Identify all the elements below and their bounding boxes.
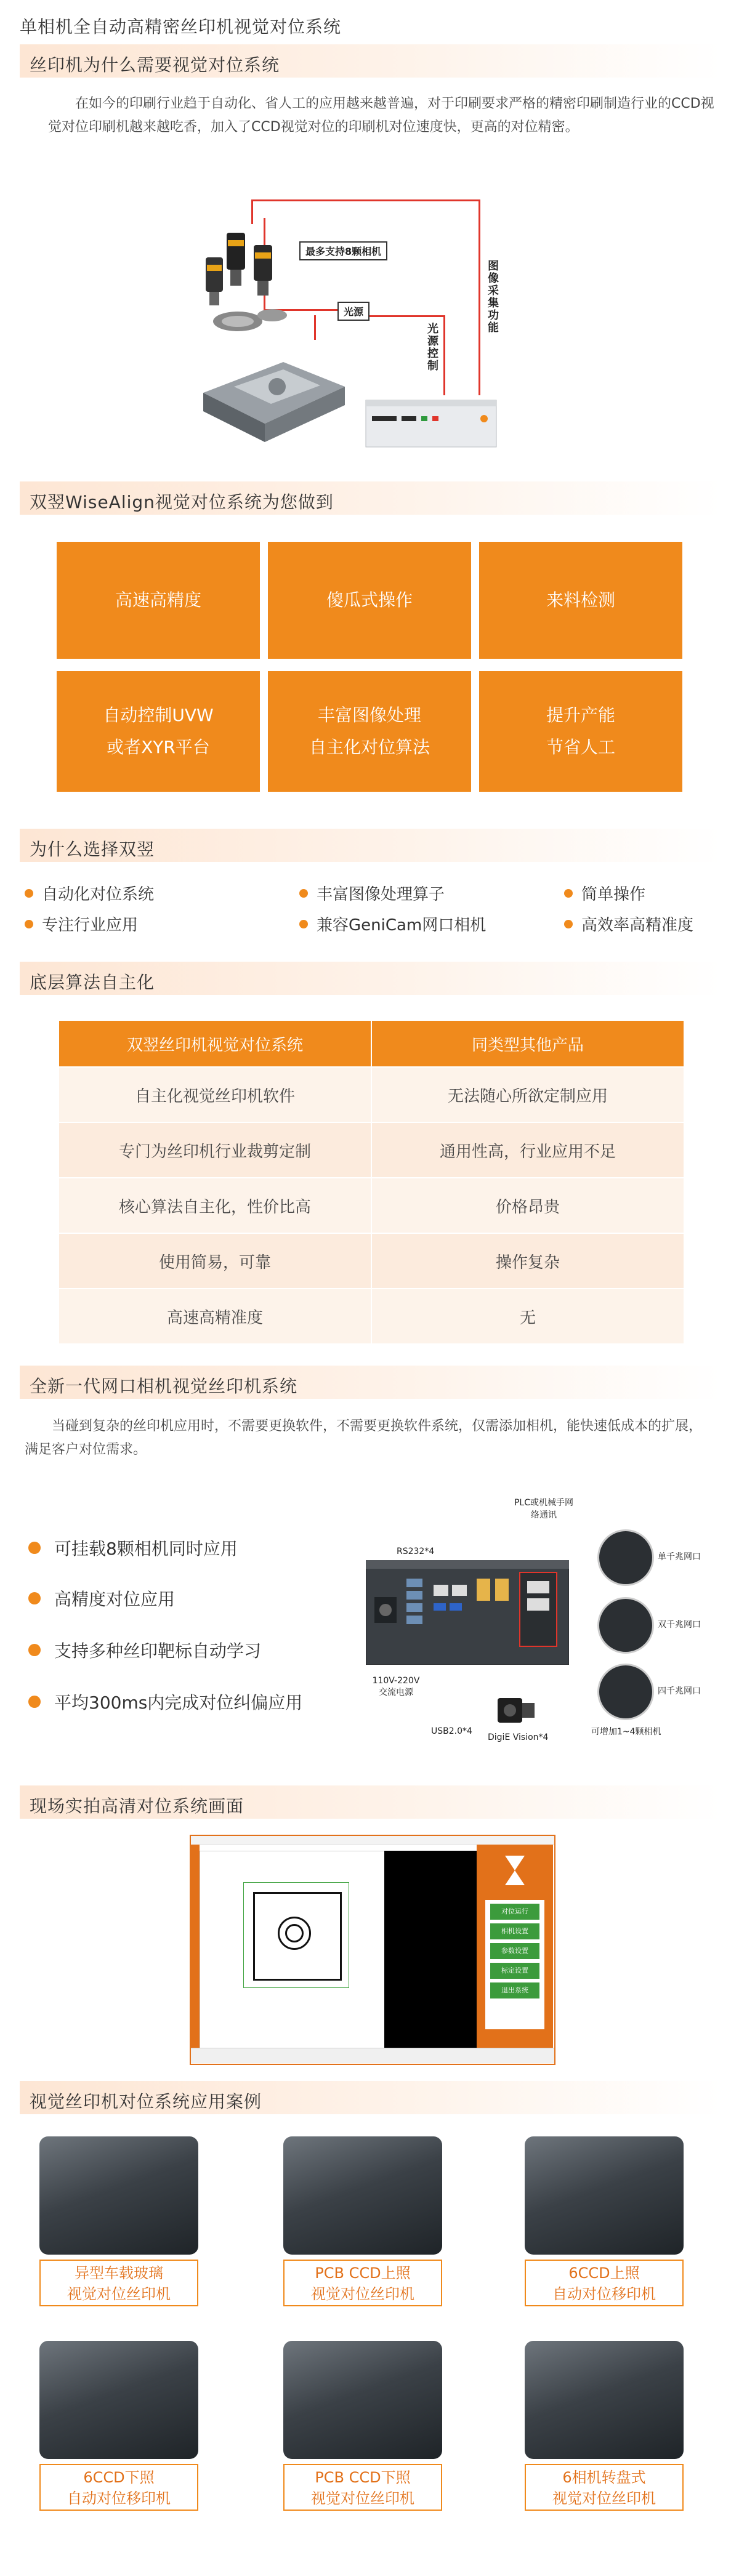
case-caption-line2: 自动对位移印机	[67, 2490, 171, 2507]
section-heading-text: 全新一代网口相机视觉丝印机系统	[30, 1376, 298, 1396]
case-caption-line1: 异型车载玻璃	[75, 2264, 163, 2282]
section-heading-algorithm	[20, 962, 722, 995]
case-caption-line2: 自动对位移印机	[552, 2285, 656, 2303]
intro-paragraph: 在如今的印刷行业趋于自动化、省人工的应用越来越普遍，对于印刷要求严格的精密印刷制造行业的CCD视觉对位印刷机越来越吃香，加入了CCD视觉对位的印刷机对位速度快，更高的对位精密。	[48, 96, 714, 135]
case-caption-line1: PCB CCD下照	[315, 2469, 411, 2486]
table-cell: 无法随心所欲定制应用	[371, 1067, 684, 1122]
label-image-capture: 图像采集功能	[486, 260, 499, 334]
vision-controller-icon	[363, 395, 499, 449]
reason-text: 简单操作	[581, 885, 646, 904]
feature-tile-line1: 丰富图像处理	[317, 705, 421, 725]
run-alignment-button[interactable]: 对位运行	[490, 1904, 539, 1920]
bullet-dot-icon	[299, 889, 308, 898]
table-cell: 价格昂贵	[371, 1178, 684, 1233]
case-caption-line2: 视觉对位丝印机	[311, 2490, 414, 2507]
feature-tile-line2: 节省人工	[546, 737, 615, 757]
section-heading-text: 为什么选择双翌	[30, 839, 155, 859]
feature-tile	[479, 542, 682, 659]
software-right-panel	[477, 1845, 553, 2048]
reason-item	[25, 882, 154, 904]
reason-item	[564, 912, 693, 935]
feature-tile	[479, 671, 682, 792]
software-statusbar	[191, 2048, 554, 2063]
table-header: 双翌丝印机视觉对位系统	[59, 1021, 371, 1067]
ethernet-port-1-icon	[597, 1529, 654, 1586]
section-heading-live-capture	[20, 1785, 722, 1819]
table-cell: 通用性高，行业应用不足	[371, 1122, 684, 1178]
table-cell: 无	[371, 1289, 684, 1343]
label-single-port: 单千兆网口	[658, 1552, 701, 1562]
section-heading-text: 视觉丝印机对位系统应用案例	[30, 2091, 262, 2112]
label-dual-port: 双千兆网口	[658, 1620, 701, 1630]
feature-tile-line2: 或者XYR平台	[107, 737, 210, 757]
feature-tile-line1: 傻瓜式操作	[326, 590, 413, 610]
reason-text: 自动化对位系统	[42, 885, 155, 904]
case-photo	[39, 2341, 198, 2459]
feature-tile	[268, 542, 471, 659]
section-heading-why-vision	[20, 44, 722, 78]
page-title: 单相机全自动高精密丝印机视觉对位系统	[20, 17, 342, 37]
table-row	[59, 1122, 684, 1178]
capability-text: 支持多种丝印靶标自动学习	[54, 1641, 262, 1661]
reason-text: 高效率高精准度	[581, 916, 694, 935]
bullet-dot-icon	[25, 889, 33, 898]
case-caption-line2: 视觉对位丝印机	[67, 2285, 171, 2303]
network-camera-paragraph: 当碰到复杂的丝印机应用时，不需要更换软件，不需要更换软件系统，仅需添加相机，能快速低成本的扩展，满足客户对位需求。	[25, 1419, 703, 1457]
reason-text: 兼容GeniCam网口相机	[317, 916, 487, 935]
hardware-diagram	[357, 1496, 733, 1755]
label-plc: PLC或机械手网络通讯	[514, 1498, 574, 1520]
case-caption-line1: 6相机转盘式	[562, 2469, 646, 2486]
system-diagram	[179, 192, 499, 451]
feature-tile-line1: 来料检测	[546, 590, 615, 610]
software-screenshot	[190, 1835, 555, 2065]
ethernet-port-4-icon	[597, 1664, 654, 1720]
case-photo	[283, 2341, 442, 2459]
label-light-source: 光源	[337, 302, 370, 321]
section-heading-text: 双翌WiseAlign视觉对位系统为您做到	[30, 492, 334, 512]
parameter-settings-button[interactable]: 参数设置	[490, 1943, 539, 1959]
case-caption	[283, 2464, 442, 2511]
label-add-cameras: 可增加1~4颗相机	[591, 1727, 661, 1737]
section-heading-text: 底层算法自主化	[30, 972, 155, 992]
reason-text: 丰富图像处理算子	[317, 885, 445, 904]
feature-tile-line1: 自动控制UVW	[103, 705, 214, 725]
comparison-table	[59, 1021, 685, 1343]
feature-tile-line1: 提升产能	[546, 705, 615, 725]
label-usb: USB2.0*4	[431, 1726, 472, 1736]
reason-item	[564, 882, 645, 904]
reason-item	[299, 912, 486, 935]
bullet-dot-icon	[28, 1696, 41, 1708]
bullet-dot-icon	[564, 889, 573, 898]
camera-view	[200, 1851, 386, 2049]
label-quad-port: 四千兆网口	[658, 1686, 701, 1696]
hourglass-icon	[503, 1854, 527, 1886]
table-row	[59, 1289, 684, 1343]
label-camera: DigiE Vision*4	[488, 1733, 549, 1742]
capability-item	[28, 1689, 302, 1714]
case-caption-line1: PCB CCD上照	[315, 2264, 411, 2282]
table-row	[59, 1233, 684, 1289]
label-light-control: 光源控制	[426, 323, 438, 372]
case-caption	[525, 2464, 684, 2511]
reason-text: 专注行业应用	[42, 916, 139, 935]
case-caption	[283, 2260, 442, 2306]
table-cell: 高速高精准度	[59, 1289, 371, 1343]
case-photo	[283, 2136, 442, 2255]
section-heading-why-choose	[20, 829, 722, 862]
capability-text: 可挂载8颗相机同时应用	[54, 1539, 238, 1559]
software-titlebar	[191, 1836, 554, 1845]
software-left-rail	[191, 1845, 200, 2048]
feature-tile	[57, 671, 260, 792]
capability-item	[28, 1536, 238, 1560]
capability-text: 平均300ms内完成对位纠偏应用	[54, 1693, 303, 1713]
reason-item	[25, 912, 138, 935]
ethernet-port-2-icon	[597, 1597, 654, 1654]
case-photo	[525, 2341, 684, 2459]
button-panel	[485, 1900, 544, 2029]
alignment-platform-icon	[191, 350, 351, 448]
camera-icon	[494, 1693, 537, 1728]
section-heading-network-camera	[20, 1366, 722, 1399]
capability-item	[28, 1586, 175, 1611]
section-heading-text: 现场实拍高清对位系统画面	[30, 1796, 244, 1816]
bullet-dot-icon	[28, 1542, 41, 1554]
table-header: 同类型其他产品	[371, 1021, 684, 1067]
feature-tile-line2: 自主化对位算法	[309, 737, 430, 757]
calibration-settings-button[interactable]: 标定设置	[490, 1963, 539, 1979]
case-caption	[39, 2464, 198, 2511]
table-row	[59, 1178, 684, 1233]
capability-text: 高精度对位应用	[54, 1589, 176, 1609]
label-rs232: RS232*4	[397, 1547, 435, 1556]
camera-cluster-icon	[203, 229, 296, 346]
table-cell: 自主化视觉丝印机软件	[59, 1067, 371, 1122]
case-caption-line2: 视觉对位丝印机	[311, 2285, 414, 2303]
feature-tile	[268, 671, 471, 792]
section-heading-text: 丝印机为什么需要视觉对位系统	[30, 55, 280, 75]
case-photo	[525, 2136, 684, 2255]
feature-tile-line1: 高速高精度	[115, 590, 201, 610]
exit-button[interactable]: 退出系统	[490, 1982, 539, 1998]
bullet-dot-icon	[299, 920, 308, 928]
table-cell: 专门为丝印机行业裁剪定制	[59, 1122, 371, 1178]
case-caption	[39, 2260, 198, 2306]
table-cell: 使用简易，可靠	[59, 1233, 371, 1289]
bullet-dot-icon	[25, 920, 33, 928]
case-photo	[39, 2136, 198, 2255]
case-caption-line1: 6CCD下照	[83, 2469, 155, 2486]
table-cell: 操作复杂	[371, 1233, 684, 1289]
case-caption	[525, 2260, 684, 2306]
reason-item	[299, 882, 445, 904]
label-power: 110V-220V交流电源	[372, 1676, 420, 1697]
feature-tile	[57, 542, 260, 659]
bullet-dot-icon	[564, 920, 573, 928]
section-heading-wisealign	[20, 481, 722, 515]
table-header-row	[59, 1021, 684, 1067]
bullet-dot-icon	[28, 1592, 41, 1604]
label-max-cameras: 最多支持8颗相机	[299, 241, 387, 260]
bullet-dot-icon	[28, 1644, 41, 1656]
table-row	[59, 1067, 684, 1122]
case-caption-line1: 6CCD上照	[568, 2264, 640, 2282]
camera-settings-button[interactable]: 相机设置	[490, 1923, 539, 1939]
capability-item	[28, 1638, 261, 1662]
table-cell: 核心算法自主化，性价比高	[59, 1178, 371, 1233]
secondary-view	[384, 1851, 477, 2048]
controller-rear-icon	[366, 1560, 569, 1665]
case-caption-line2: 视觉对位丝印机	[552, 2490, 656, 2507]
section-heading-cases	[20, 2081, 722, 2114]
